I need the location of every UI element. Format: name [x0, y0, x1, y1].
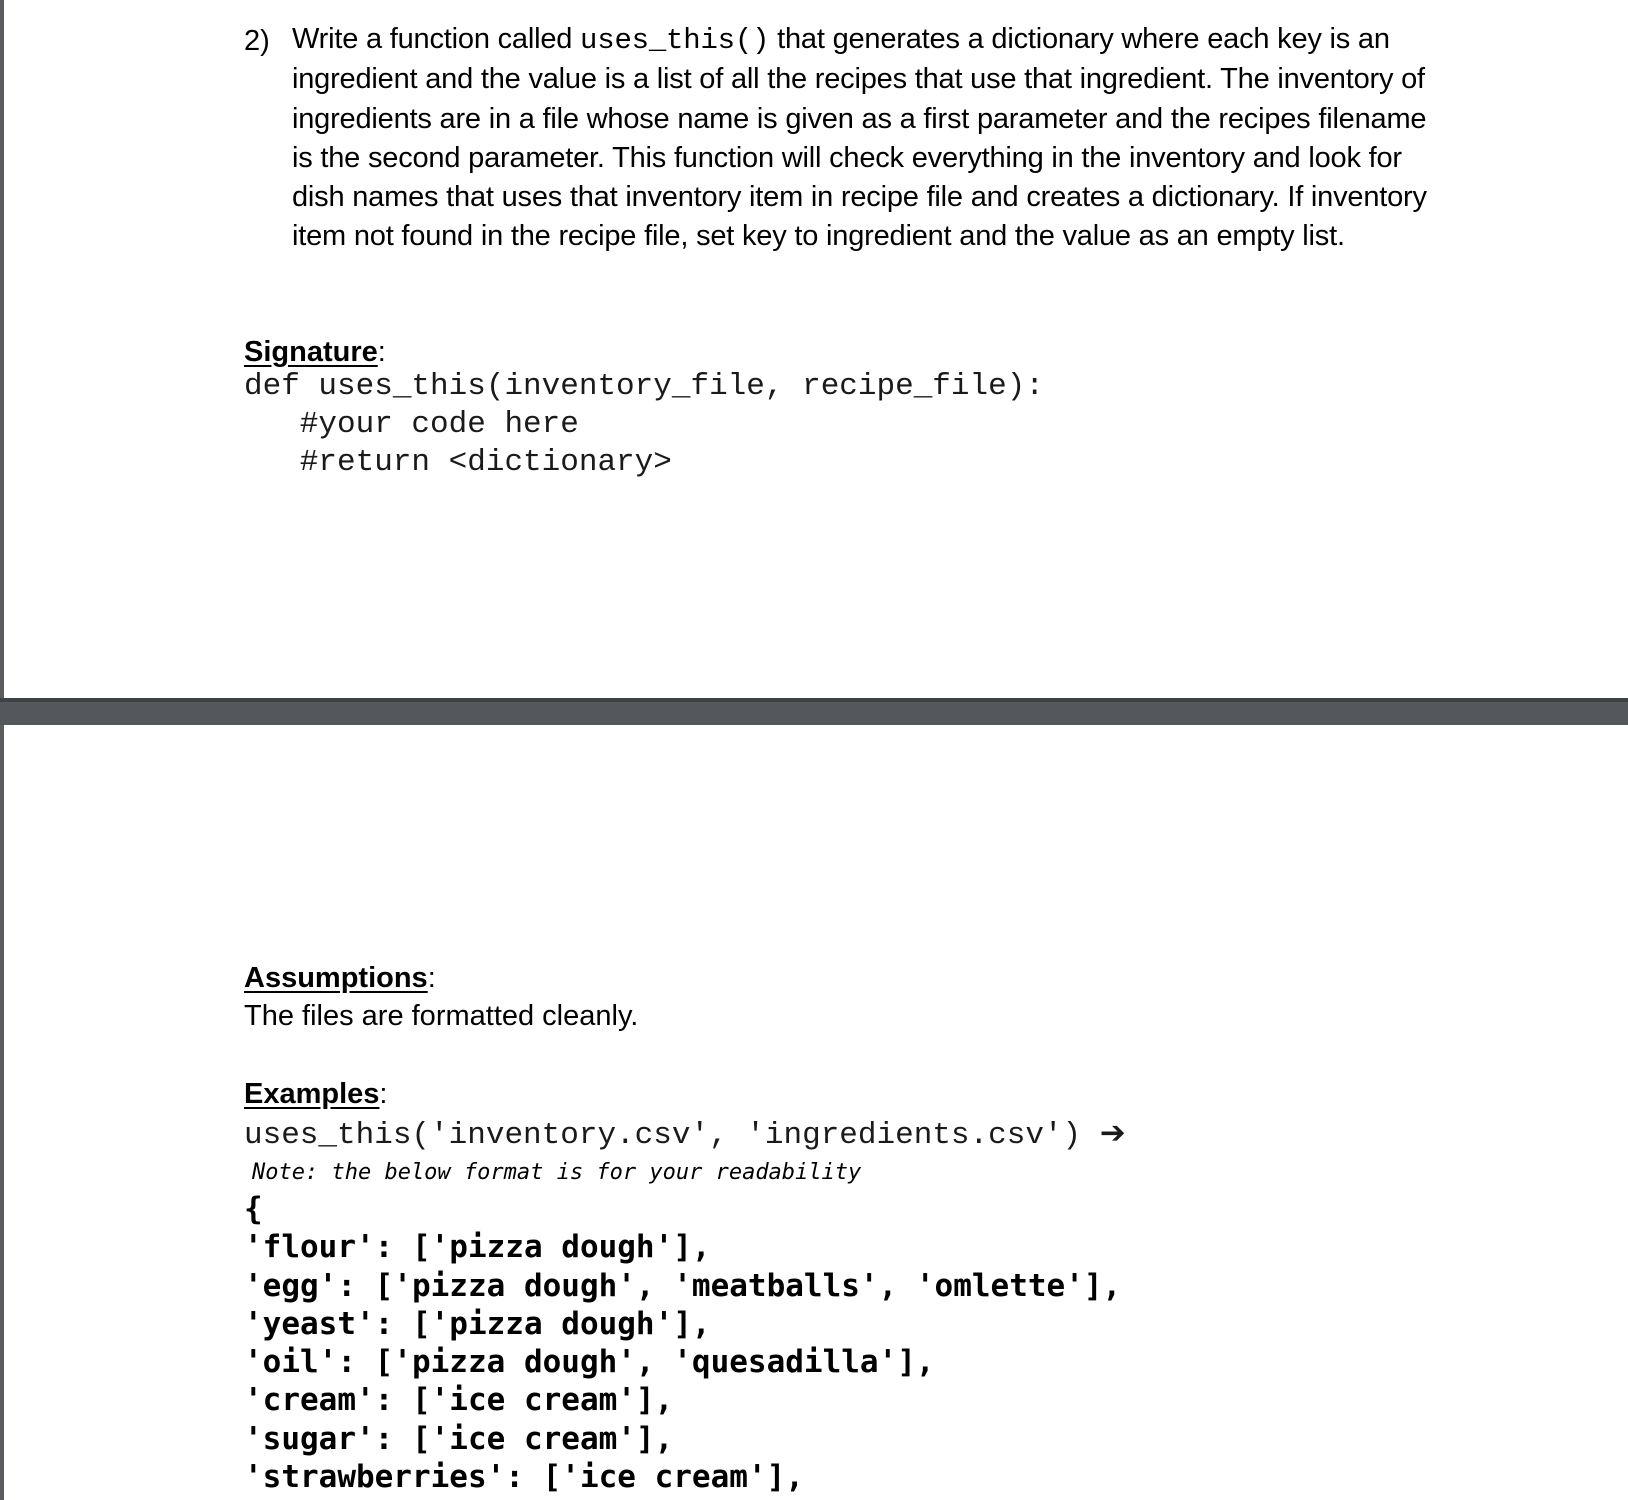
example-output	[244, 1190, 1121, 1496]
question-text-after: that generates a dictionary where each key is an ingredient and the value is a list of all the recipes that use that ingredient. The inventory of ingredients are in a file whose name is given as a first parameter and the recipes filename is the second parameter. This function will check everything in the inventory and look for dish names that uses that inventory item in recipe file and creates a dictionary. If inventory item not found in the recipe file, set key to ingredient and the value as an empty list.	[292, 23, 1427, 253]
question-number: 2)	[244, 25, 270, 57]
examples-heading: Examples:	[244, 1078, 388, 1110]
dict-line: 'oil': ['pizza dough', 'quesadilla'],	[244, 1344, 935, 1381]
signature-line-return: #return <dictionary>	[244, 445, 672, 480]
dict-line: 'flour': ['pizza dough'],	[244, 1229, 711, 1266]
question-text-before: Write a function called	[292, 23, 581, 55]
function-name: uses_this()	[580, 24, 770, 57]
signature-heading: Signature:	[244, 336, 386, 368]
dict-line: 'yeast': ['pizza dough'],	[244, 1305, 711, 1342]
assumptions-heading: Assumptions:	[244, 962, 436, 994]
page-separator	[0, 698, 1628, 725]
assumptions-text: The files are formatted cleanly.	[244, 1000, 639, 1032]
dict-line: 'egg': ['pizza dough', 'meatballs', 'omlette'],	[244, 1267, 1122, 1304]
dict-line: 'sugar': ['ice cream'],	[244, 1420, 674, 1457]
signature-line-comment: #your code here	[244, 407, 579, 442]
example-note: Note: the below format is for your readability	[252, 1160, 862, 1185]
question-text	[292, 20, 1432, 257]
example-call: uses_this('inventory.csv', 'ingredients.csv') ➔	[244, 1115, 1126, 1153]
right-arrow-icon: ➔	[1099, 1115, 1126, 1151]
dict-line: 'strawberries': ['ice cream'],	[244, 1459, 804, 1496]
signature-line-def: def uses_this(inventory_file, recipe_file):	[244, 369, 1044, 404]
dict-line: {	[244, 1191, 263, 1227]
dict-line: 'cream': ['ice cream'],	[244, 1382, 674, 1419]
